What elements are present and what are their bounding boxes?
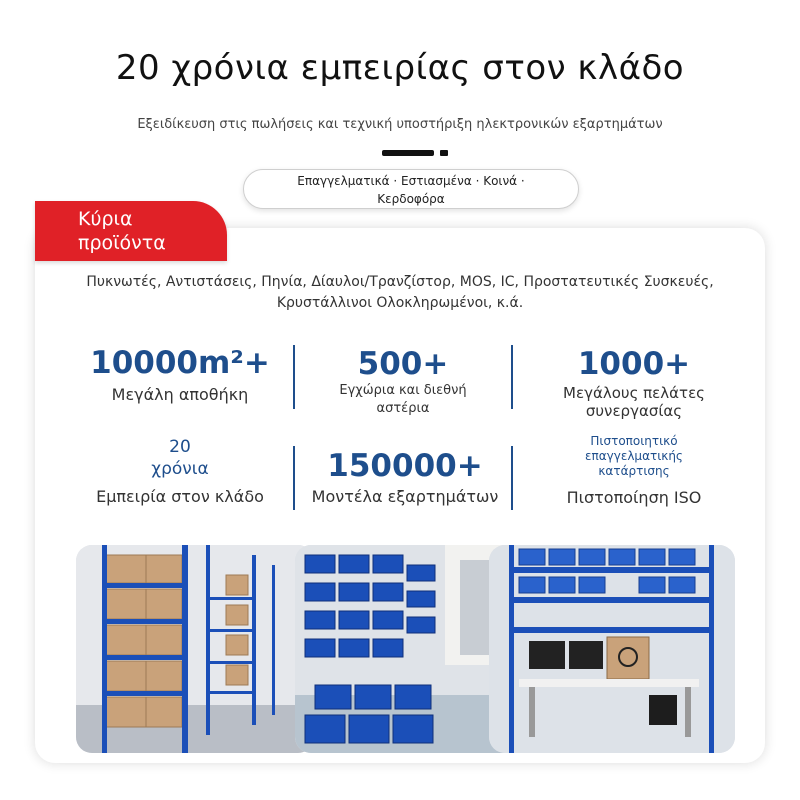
warehouse-office-image: [489, 545, 735, 753]
main-products-tab-line1: Κύρια: [78, 208, 133, 230]
stat-years-value-line1: 20: [169, 437, 191, 457]
stat-divider: [293, 446, 295, 510]
stat-divider: [511, 446, 513, 510]
main-products-tab-line2: προϊόντα: [78, 232, 166, 254]
values-pill-line2: Κερδοφόρα: [377, 192, 445, 206]
stat-clients: [514, 346, 754, 420]
warehouse-photo-boxes: [76, 545, 314, 753]
stat-models-value: 150000+: [327, 448, 483, 484]
stat-models-label: Μοντέλα εξαρτημάτων: [311, 487, 499, 506]
stat-warehouse-label: Μεγάλη αποθήκη: [111, 385, 249, 404]
stat-models: [300, 448, 510, 506]
page-subtitle: Εξειδίκευση στις πωλήσεις και τεχνική υποστήριξη ηλεκτρονικών εξαρτημάτων: [137, 117, 663, 132]
stat-iso-label: Πιστοποίηση ISO: [566, 488, 702, 507]
stat-warehouse-value: 10000m²+: [90, 345, 270, 381]
main-products-tab: [35, 201, 227, 261]
stat-stock: [305, 346, 501, 418]
stat-warehouse: [80, 345, 280, 404]
stat-stock-value: 500+: [357, 346, 449, 382]
stat-years: [80, 436, 280, 506]
divider-dot: [440, 150, 448, 156]
stat-clients-label: Μεγάλους πελάτες συνεργασίας: [563, 384, 705, 420]
values-pill: [243, 169, 579, 209]
warehouse-boxes-image: [76, 545, 314, 753]
stat-iso-cert-line3: κατάρτισης: [598, 464, 670, 478]
stat-divider: [511, 345, 513, 409]
divider-bar: [382, 150, 434, 156]
values-pill-line1: Επαγγελματικά · Εστιασμένα · Κοινά ·: [297, 174, 525, 188]
product-list: [60, 272, 740, 314]
stat-years-value-line2: χρόνια: [151, 459, 209, 479]
stat-iso-cert-line1: Πιστοποιητικό: [590, 434, 678, 448]
stat-iso: [529, 434, 739, 507]
product-list-line2: Κρυστάλλινοι Ολοκληρωμένοι, κ.ά.: [276, 295, 524, 311]
product-list-line1: Πυκνωτές, Αντιστάσεις, Πηνία, Δίαυλοι/Τρανζίστορ, MOS, IC, Προστατευτικές Συσκευές,: [86, 274, 714, 290]
page-title: 20 χρόνια εμπειρίας στον κλάδο: [115, 48, 685, 88]
warehouse-photo-office: [489, 545, 735, 753]
stat-divider: [293, 345, 295, 409]
stat-years-label: Εμπειρία στον κλάδο: [96, 487, 264, 506]
stat-stock-label-line1: Εγχώρια και διεθνή: [339, 383, 467, 398]
stat-clients-value: 1000+: [577, 346, 691, 382]
stat-iso-cert-line2: επαγγελματικής: [585, 449, 683, 463]
stat-stock-label-line2: αστέρια: [376, 401, 430, 416]
